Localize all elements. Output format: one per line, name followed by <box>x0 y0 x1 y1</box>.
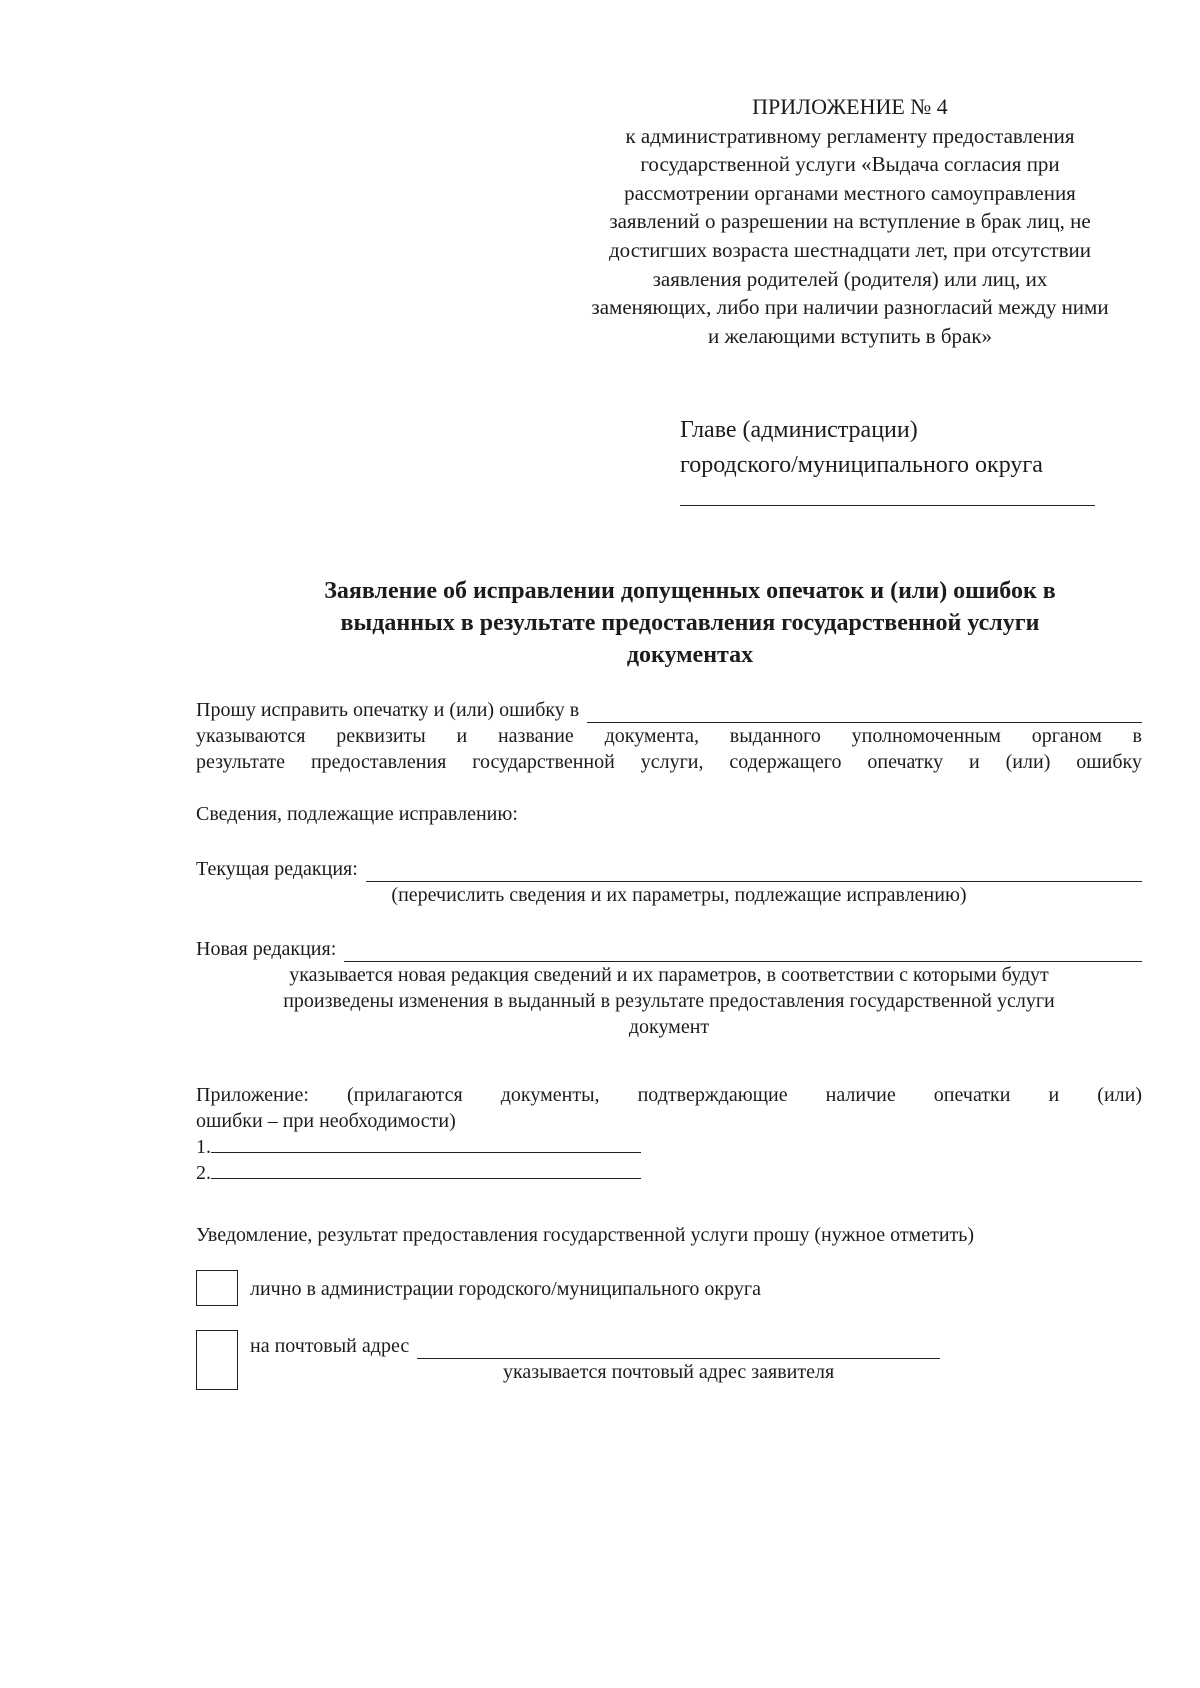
appendix-line: заявлений о разрешении на вступление в брак лиц, не <box>609 209 1091 234</box>
appendix-line: достигших возраста шестнадцати лет, при отсутствии <box>608 237 1091 262</box>
request-hint-line-1: указываются реквизиты и название документа, выданного уполномоченным органом в <box>196 725 1142 747</box>
attachments-text-line-1: Приложение: (прилагаются документы, подтверждающие наличие опечатки и (или) <box>196 1084 1142 1106</box>
corrections-heading <box>196 801 1142 827</box>
attachment-item-1-number: 1. <box>196 1136 211 1158</box>
personal-delivery-checkbox[interactable] <box>196 1270 238 1306</box>
postal-address-field[interactable] <box>417 1340 940 1359</box>
appendix-header <box>540 93 1160 350</box>
new-edition-label: Новая редакция: <box>196 938 337 960</box>
notification-heading <box>196 1222 1142 1248</box>
postal-delivery-checkbox[interactable] <box>196 1330 238 1390</box>
document-title <box>240 575 1140 671</box>
new-edition-hint-line-3: документ <box>628 1016 710 1038</box>
postal-delivery-label: на почтовый адрес <box>250 1335 410 1357</box>
current-edition-section <box>196 856 1142 908</box>
request-hint-line-2: результате предоставления государственной услуги, содержащего опечатку и (или) ошибку <box>196 751 1142 773</box>
notification-heading-text: Уведомление, результат предоставления государственной услуги прошу (нужное отметить) <box>196 1224 975 1246</box>
request-section <box>196 697 1142 775</box>
appendix-line: рассмотрении органами местного самоуправления <box>624 180 1076 205</box>
attachment-item-2-number: 2. <box>196 1162 211 1184</box>
addressee-name-field[interactable] <box>680 505 1095 506</box>
appendix-title: ПРИЛОЖЕНИЕ № 4 <box>752 94 948 119</box>
new-edition-hint-line-2: произведены изменения в выданный в результате предоставления государственной услуги <box>283 990 1055 1012</box>
appendix-line: государственной услуги «Выдача согласия при <box>640 152 1060 177</box>
attachment-item-1-field[interactable] <box>211 1134 641 1153</box>
corrections-heading-text: Сведения, подлежащие исправлению: <box>196 803 518 825</box>
postal-delivery-option <box>250 1333 940 1385</box>
new-edition-section <box>196 936 1142 1040</box>
request-label: Прошу исправить опечатку и (или) ошибку в <box>196 699 580 721</box>
current-edition-hint: (перечислить сведения и их параметры, подлежащие исправлению) <box>391 884 967 906</box>
attachment-item-2 <box>196 1160 1142 1186</box>
attachments-section <box>196 1082 1142 1186</box>
appendix-line: к административному регламенту предоставления <box>625 123 1075 148</box>
title-line: выданных в результате предоставления государственной услуги <box>340 610 1040 636</box>
title-line: документах <box>626 642 754 668</box>
addressee-block <box>680 413 1130 506</box>
appendix-line: заменяющих, либо при наличии разногласий между ними <box>591 295 1109 320</box>
attachments-text-line-2: ошибки – при необходимости) <box>196 1110 456 1132</box>
current-edition-field[interactable] <box>366 863 1142 882</box>
attachment-item-1 <box>196 1134 1142 1160</box>
personal-delivery-label: лично в администрации городского/муниципального округа <box>250 1278 761 1300</box>
new-edition-hint-line-1: указывается новая редакция сведений и их параметров, в соответствии с которыми будут <box>289 964 1049 986</box>
title-line: Заявление об исправлении допущенных опечаток и (или) ошибок в <box>324 578 1056 604</box>
current-edition-label: Текущая редакция: <box>196 858 358 880</box>
postal-address-hint: указывается почтовый адрес заявителя <box>503 1361 835 1383</box>
appendix-line: заявления родителей (родителя) или лиц, их <box>652 266 1048 291</box>
personal-delivery-option <box>250 1276 950 1302</box>
appendix-line: и желающими вступить в брак» <box>707 323 993 348</box>
attachment-item-2-field[interactable] <box>211 1160 641 1179</box>
addressee-line-1: Главе (администрации) <box>680 417 918 443</box>
new-edition-field[interactable] <box>344 943 1142 962</box>
document-details-field[interactable] <box>587 704 1142 723</box>
addressee-line-2: городского/муниципального округа <box>680 452 1043 478</box>
